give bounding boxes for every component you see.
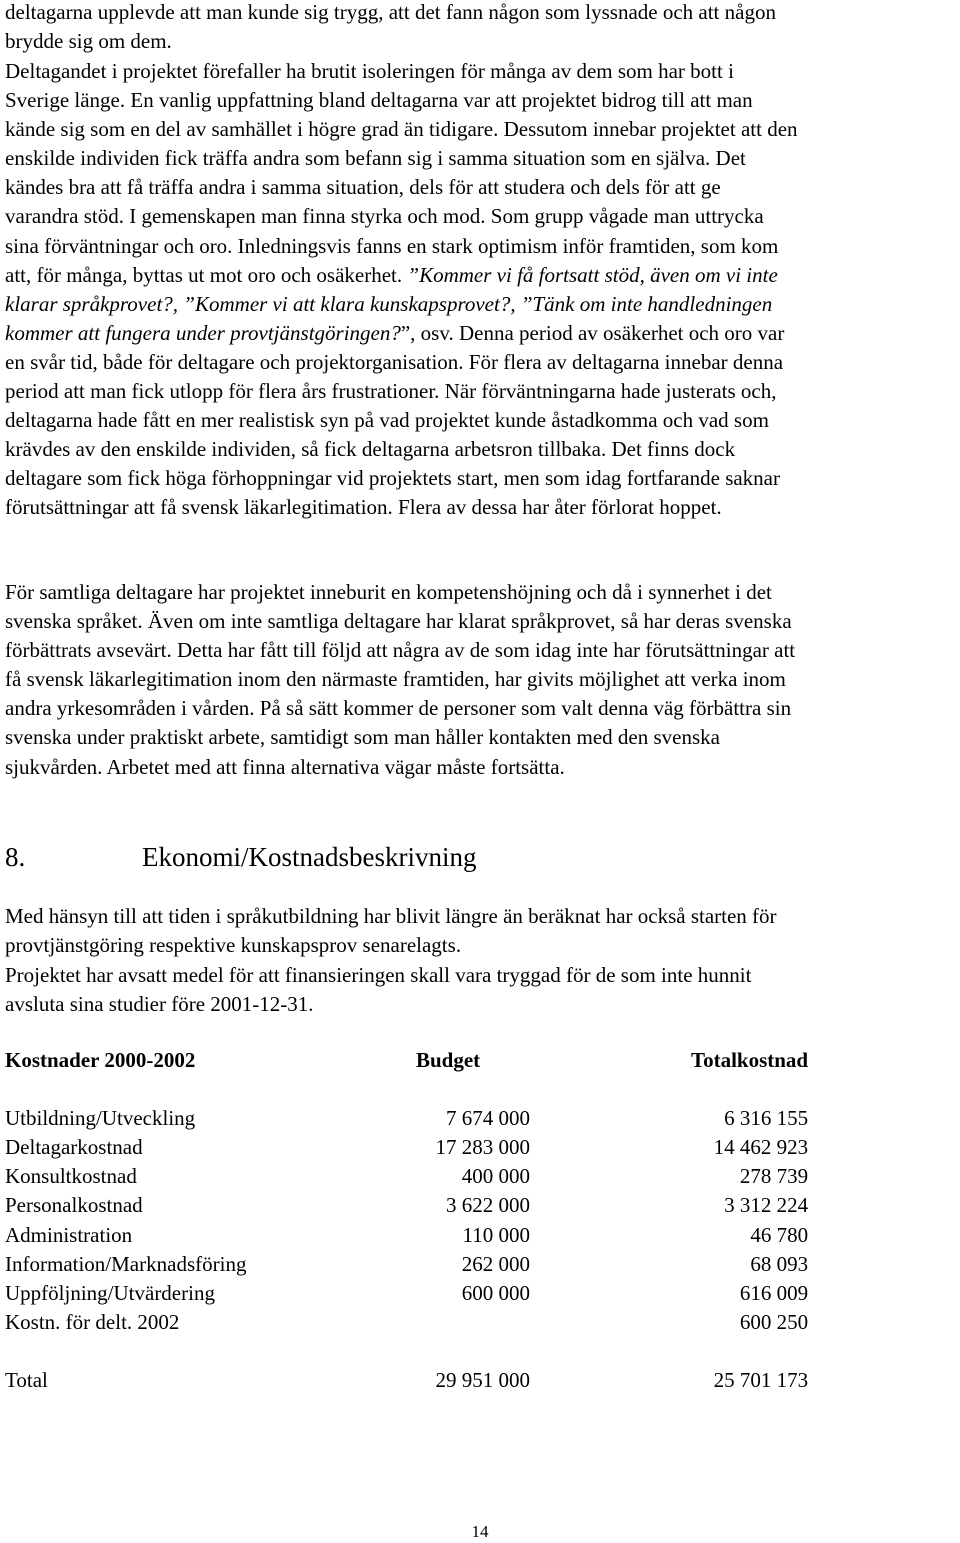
text-line: Projektet har avsatt medel för att finansieringen skall vara tryggad för de som inte hunnit bbox=[5, 963, 752, 987]
quote-separator: , bbox=[510, 291, 521, 316]
text-line: deltagare som fick höga förhoppningar vid projektets start, men som idag fortfarande saknar bbox=[5, 466, 781, 491]
row-budget: 262 000 bbox=[461, 1251, 530, 1276]
page-number: 14 bbox=[471, 1522, 489, 1541]
row-label: Kostn. för delt. 2002 bbox=[5, 1309, 180, 1334]
table-spacer-row bbox=[5, 1337, 808, 1366]
paragraph-1 bbox=[5, 0, 776, 56]
text-line: svenska språket. Även om inte samtliga deltagare har klarat språkprovet, så har deras svenska bbox=[5, 609, 792, 634]
quote-3-end: kommer att fungera under provtjänstgöringen? bbox=[5, 320, 401, 345]
table-total-row bbox=[5, 1366, 808, 1395]
row-label: Konsultkostnad bbox=[5, 1164, 137, 1189]
text-line: period att man fick utlopp för flera års frustrationer. När förväntningarna hade justerats och, bbox=[5, 379, 777, 404]
text-line: förbättrats avsevärt. Detta har fått till följd att några av de som idag inte har förutsättningar att bbox=[5, 638, 796, 663]
quote-1: ”Kommer vi få fortsatt stöd, även om vi inte bbox=[402, 262, 778, 287]
text-line: deltagarna hade fått en mer realistisk syn på vad projektet kunde åstadkomma och vad som bbox=[5, 408, 769, 433]
text-line bbox=[5, 290, 798, 319]
text-line: sina förväntningar och oro. Inledningsvis fanns en stark optimism inför framtiden, som kom bbox=[5, 233, 779, 258]
text-line: För samtliga deltagare har projektet inneburit en kompetenshöjning och då i synnerhet i det bbox=[5, 580, 772, 604]
row-total: 68 093 bbox=[750, 1251, 809, 1276]
paragraph-2 bbox=[5, 57, 798, 523]
text-segment: att, för många, byttas ut mot oro och osäkerhet. bbox=[5, 262, 403, 287]
table-row bbox=[5, 1162, 808, 1191]
text-line: kände sig som en del av samhället i högre grad än tidigare. Dessutom innebar projektet att den bbox=[5, 117, 798, 142]
text-line: kändes bra att få träffa andra i samma situation, dels för att studera och dels för att ge bbox=[5, 175, 721, 200]
table-spacer-row bbox=[5, 1075, 808, 1104]
text-line: deltagarna upplevde att man kunde sig trygg, att det fann någon som lyssnade och att någon bbox=[5, 0, 776, 24]
text-line: provtjänstgöring respektive kunskapsprov senarelagts. bbox=[5, 933, 462, 958]
text-line bbox=[5, 261, 798, 290]
text-segment: ”, osv. Denna period av osäkerhet och oro var bbox=[400, 320, 785, 345]
cost-table bbox=[5, 1046, 808, 1395]
row-total: 14 462 923 bbox=[713, 1135, 809, 1160]
section-number: 8. bbox=[5, 842, 26, 872]
table-row bbox=[5, 1308, 808, 1337]
row-total: 6 316 155 bbox=[724, 1106, 809, 1131]
row-label: Deltagarkostnad bbox=[5, 1135, 143, 1160]
text-line: förutsättningar att få svensk läkarlegitimation. Flera av dessa har åter förlorat hoppet. bbox=[5, 495, 722, 520]
text-line: andra yrkesområden i vården. På så sätt kommer de personer som valt denna väg förbättra sin bbox=[5, 696, 792, 721]
text-line: en svår tid, både för deltagare och projektorganisation. För flera av deltagarna innebar denna bbox=[5, 349, 784, 374]
quote-separator: , bbox=[172, 291, 184, 316]
text-line: svenska under praktiskt arbete, samtidigt som man håller kontakten med den svenska bbox=[5, 725, 720, 750]
section-title: Ekonomi/Kostnadsbeskrivning bbox=[142, 842, 477, 872]
row-budget: 17 283 000 bbox=[435, 1135, 530, 1160]
text-line: avsluta sina studier före 2001-12-31. bbox=[5, 992, 314, 1017]
column-header-total: Totalkostnad bbox=[691, 1048, 809, 1072]
text-line bbox=[5, 319, 798, 348]
total-cost: 25 701 173 bbox=[713, 1368, 809, 1393]
text-line: Sverige länge. En vanlig uppfattning bland deltagarna var att projektet bidrog till att man bbox=[5, 88, 753, 113]
row-total: 278 739 bbox=[739, 1164, 809, 1189]
quote-3: ”Tänk om inte handledningen bbox=[520, 291, 773, 316]
row-label: Administration bbox=[5, 1222, 133, 1247]
total-budget: 29 951 000 bbox=[435, 1368, 530, 1393]
table-header-row bbox=[5, 1046, 808, 1075]
row-budget: 7 674 000 bbox=[446, 1106, 530, 1131]
row-label: Uppföljning/Utvärdering bbox=[5, 1280, 215, 1305]
row-total: 3 312 224 bbox=[724, 1193, 809, 1218]
paragraph-3 bbox=[5, 578, 795, 782]
table-row bbox=[5, 1279, 808, 1308]
column-spacer bbox=[530, 1046, 691, 1075]
table-row bbox=[5, 1191, 808, 1220]
table-row bbox=[5, 1133, 808, 1162]
row-budget: 110 000 bbox=[462, 1222, 530, 1247]
text-line: varandra stöd. I gemenskapen man finna styrka och mod. Som grupp vågade man uttrycka bbox=[5, 204, 764, 229]
paragraph-5 bbox=[5, 961, 751, 1019]
text-line: brydde sig om dem. bbox=[5, 29, 172, 54]
table-row bbox=[5, 1250, 808, 1279]
table-row bbox=[5, 1221, 808, 1250]
row-budget: 400 000 bbox=[461, 1164, 530, 1189]
quote-1-end: klarar språkprovet? bbox=[5, 291, 173, 316]
section-heading bbox=[5, 840, 476, 874]
total-label: Total bbox=[5, 1368, 48, 1393]
text-line: enskilde individen fick träffa andra som befann sig i samma situation som en själva. Det bbox=[5, 146, 746, 171]
text-line: krävdes av den enskilde individen, så fick deltagarna arbetsron tillbaka. Det finns dock bbox=[5, 437, 736, 462]
row-total: 46 780 bbox=[750, 1222, 809, 1247]
column-header-category: Kostnader 2000-2002 bbox=[5, 1048, 196, 1072]
row-label: Utbildning/Utveckling bbox=[5, 1106, 196, 1131]
row-label: Personalkostnad bbox=[5, 1193, 143, 1218]
column-header-budget: Budget bbox=[416, 1048, 481, 1072]
row-budget: 3 622 000 bbox=[446, 1193, 530, 1218]
row-label: Information/Marknadsföring bbox=[5, 1251, 247, 1276]
text-line: Deltagandet i projektet förefaller ha brutit isoleringen för många av dem som har bott i bbox=[5, 59, 734, 83]
text-line: få svensk läkarlegitimation inom den närmaste framtiden, har givits möjlighet att verka inom bbox=[5, 667, 786, 692]
paragraph-4 bbox=[5, 902, 777, 960]
row-total: 600 250 bbox=[739, 1309, 809, 1334]
text-line: sjukvården. Arbetet med att finna alternativa vägar måste fortsätta. bbox=[5, 754, 565, 779]
row-budget: 600 000 bbox=[461, 1280, 530, 1305]
text-line: Med hänsyn till att tiden i språkutbildning har blivit längre än beräknat har också starten för bbox=[5, 904, 777, 928]
row-budget bbox=[416, 1308, 530, 1337]
table-row bbox=[5, 1104, 808, 1133]
row-total: 616 009 bbox=[739, 1280, 809, 1305]
quote-2: ”Kommer vi att klara kunskapsprovet? bbox=[183, 291, 511, 316]
